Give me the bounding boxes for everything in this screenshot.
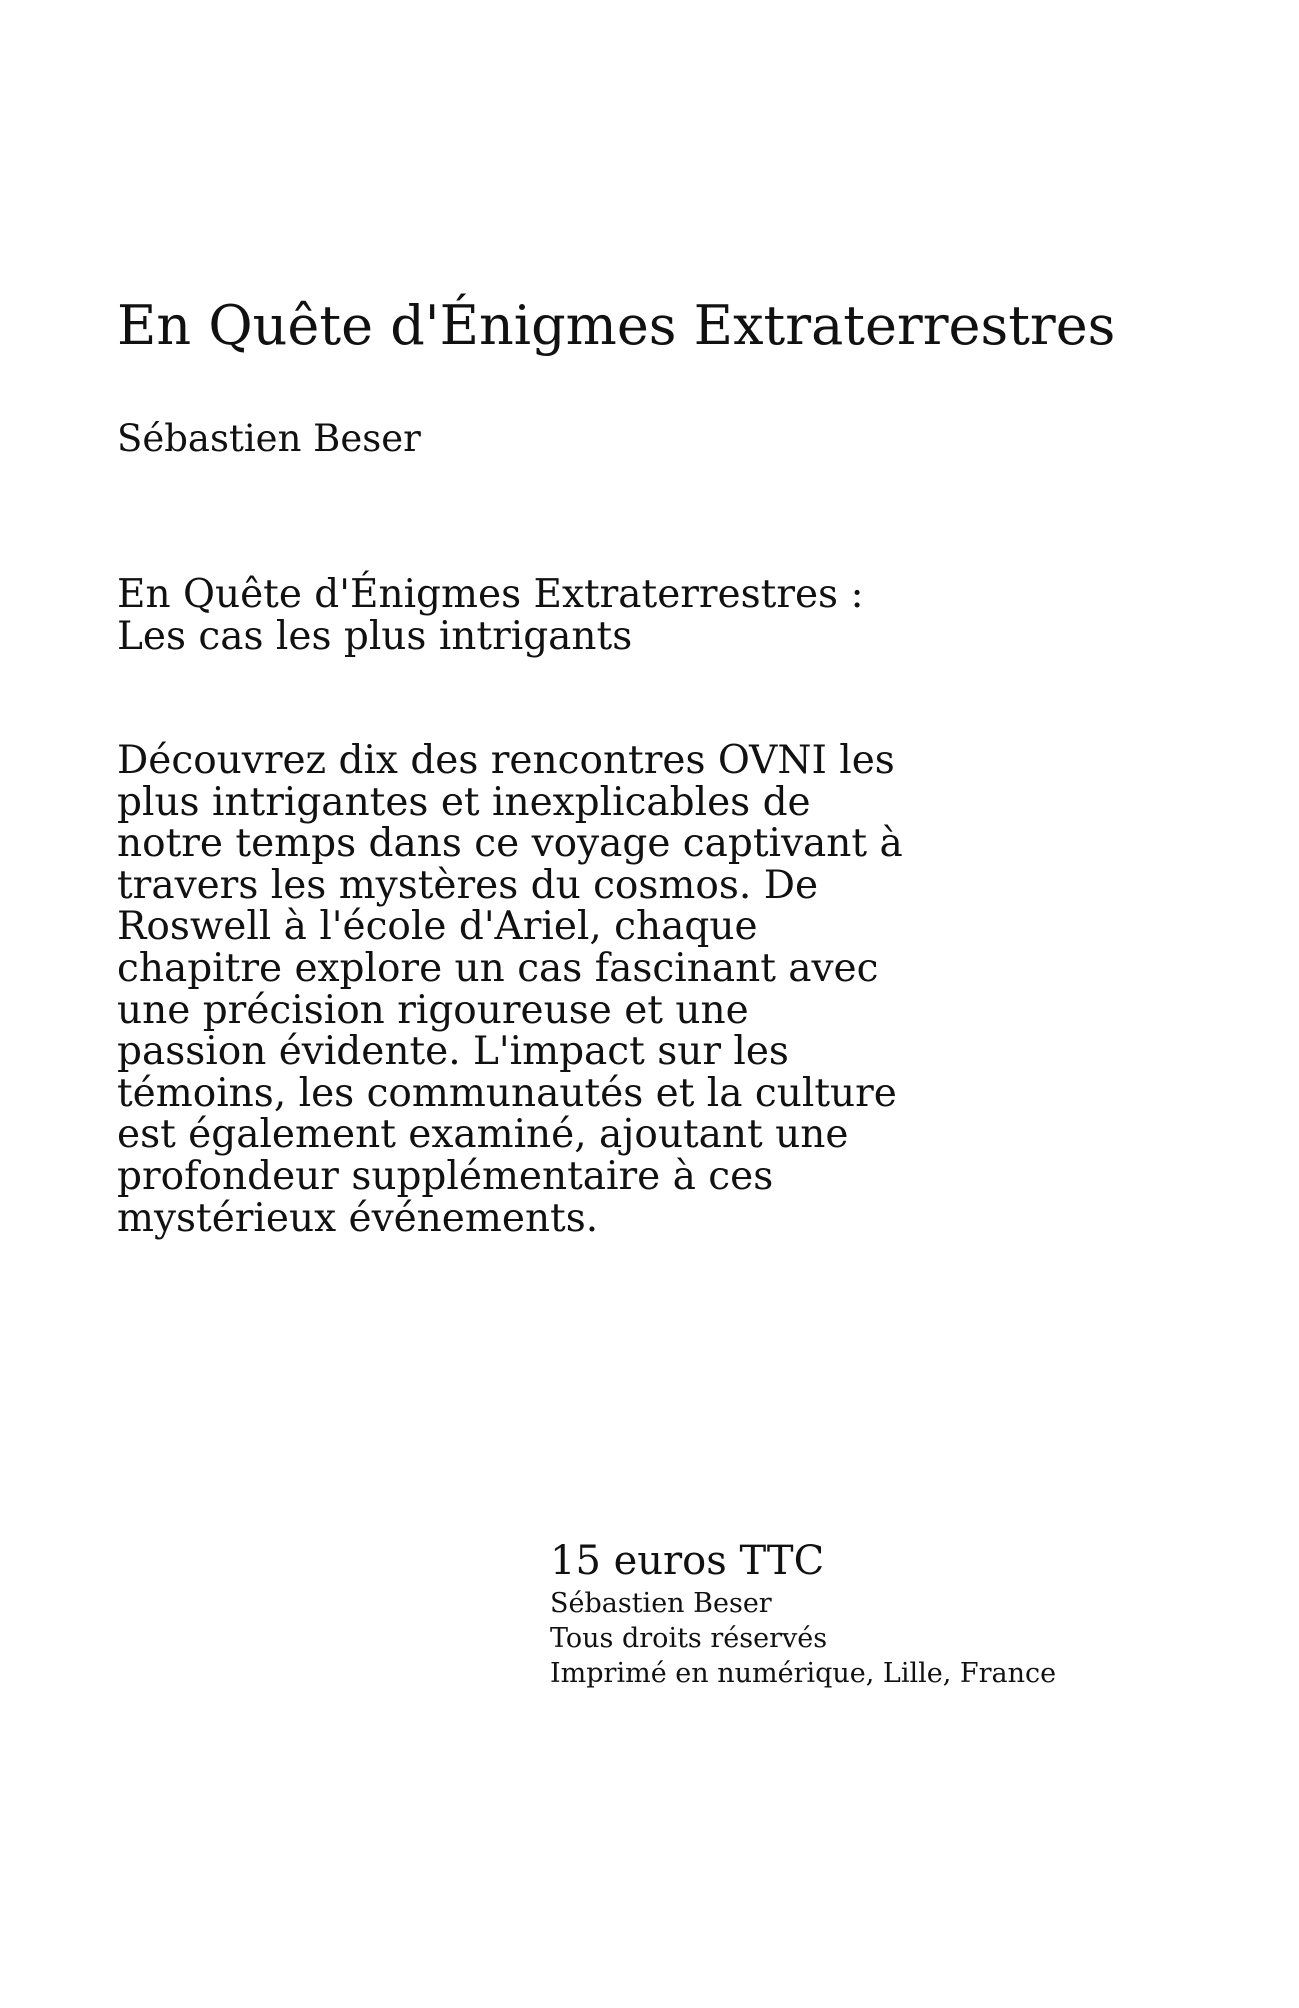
description-line: plus intrigantes et inexplicables de bbox=[117, 779, 811, 825]
subtitle-line: En Quête d'Énigmes Extraterrestres : bbox=[117, 572, 864, 617]
colophon bbox=[550, 1536, 1056, 1691]
rights-notice: Tous droits réservés bbox=[550, 1623, 828, 1654]
printing-notice: Imprimé en numérique, Lille, France bbox=[550, 1658, 1057, 1689]
description-line: Roswell à l'école d'Ariel, chaque bbox=[117, 904, 758, 950]
subtitle-line: Les cas les plus intrigants bbox=[117, 614, 633, 659]
description-line: travers les mystères du cosmos. De bbox=[117, 862, 819, 908]
description-line: témoins, les communautés et la culture bbox=[117, 1070, 897, 1116]
colophon-author: Sébastien Beser bbox=[550, 1588, 772, 1619]
description-line: Découvrez dix des rencontres OVNI les bbox=[117, 738, 895, 783]
description-line: une précision rigoureuse et une bbox=[117, 987, 749, 1033]
book-subtitle bbox=[117, 574, 864, 658]
description-line: est également examiné, ajoutant une bbox=[117, 1112, 849, 1158]
description-line: mystérieux événements. bbox=[117, 1195, 599, 1241]
description-line: passion évidente. L'impact sur les bbox=[117, 1029, 789, 1075]
description-line: chapitre explore un cas fascinant avec bbox=[117, 945, 879, 991]
book-author: Sébastien Beser bbox=[117, 417, 421, 460]
book-title: En Quête d'Énigmes Extraterrestres bbox=[117, 294, 1116, 357]
book-description bbox=[117, 740, 903, 1239]
price-label: 15 euros TTC bbox=[550, 1538, 825, 1584]
description-line: profondeur supplémentaire à ces bbox=[117, 1153, 774, 1199]
description-line: notre temps dans ce voyage captivant à bbox=[117, 821, 903, 867]
